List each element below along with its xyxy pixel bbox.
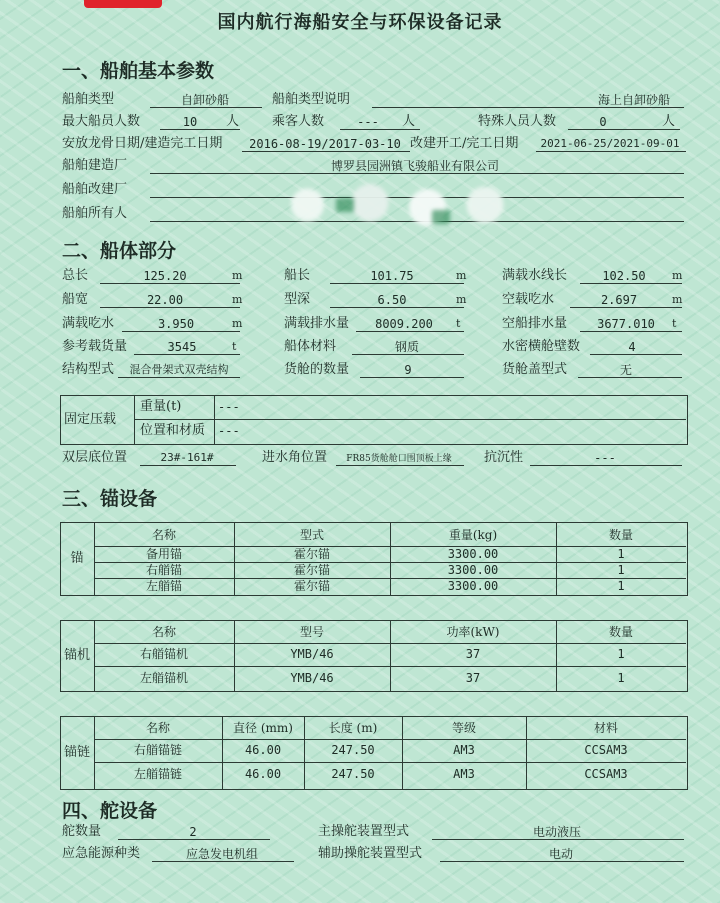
rebuilder-label: 船舶改建厂 [62,182,128,197]
beam-label: 船宽 [62,292,89,307]
full-disp-label: 满载排水量 [284,316,350,331]
empty-disp-unit: t [672,317,677,330]
type-desc-label: 船舶类型说明 [272,92,351,107]
anchor-row-2-weight: 3300.00 [447,563,499,577]
chain-row-2-grade: AM3 [453,767,475,781]
ship-type-label: 船舶类型 [62,92,115,107]
special-value: 0 [599,115,607,129]
main-steer-value: 电动液压 [532,825,581,839]
ballast-weight-value: --- [218,400,240,414]
holds-label: 货舱的数量 [284,362,350,377]
windlass-row-1-count: 1 [617,647,625,661]
lpp-value: 101.75 [370,269,414,283]
double-bottom-value: 23#-161# [160,451,214,464]
full-disp-value: 8009.200 [375,317,433,331]
windlass-group-label: 锚机 [63,648,90,663]
windlass-row-1-name: 右艏锚机 [139,647,188,661]
lpp-unit: m [456,269,467,282]
windlass-row-2-name: 左艏锚机 [139,671,188,685]
anchor-row-3-count: 1 [617,579,625,593]
anchor-row-3-type: 霍尔锚 [293,579,330,593]
builder-label: 船舶建造厂 [62,158,128,173]
bulkheads-value: 4 [628,340,636,354]
windlass-header-model: 型号 [299,625,324,639]
ballast-weight-label: 重量(t) [140,399,182,414]
depth-unit: m [456,293,467,306]
passengers-value: --- [357,115,379,129]
empty-disp-value: 3677.010 [597,317,655,331]
special-unit: 人 [662,114,676,129]
anchor-group-label: 锚 [70,551,84,566]
full-draft-unit: m [232,317,243,330]
beam-unit: m [232,293,243,306]
hatch-value: 无 [619,363,632,377]
bulkheads-label: 水密横舱壁数 [502,339,581,354]
lwl-unit: m [672,269,683,282]
hatch-label: 货舱盖型式 [502,362,568,377]
ballast-pos-value: --- [218,424,240,438]
max-crew-label: 最大船员人数 [62,114,141,129]
ref-load-unit: t [232,340,237,353]
aux-steer-value: 电动 [548,847,573,861]
lpp-label: 船长 [284,268,311,283]
chain-group-label: 锚链 [63,745,90,760]
anchor-header-count: 数量 [608,528,633,542]
anchor-row-2-count: 1 [617,563,625,577]
empty-draft-value: 2.697 [600,293,638,307]
keel-date-value: 2016-08-19/2017-03-10 [249,137,401,151]
empty-draft-label: 空载吃水 [502,292,555,307]
keel-date-label: 安放龙骨日期/建造完工日期 [62,136,223,151]
chain-row-2-name: 左艏锚链 [133,767,182,781]
structure-label: 结构型式 [62,362,115,377]
rudder-count-label: 舵数量 [62,824,102,839]
section4-heading: 四、舵设备 [62,800,158,822]
chain-row-1-length: 247.50 [331,743,375,757]
section3-heading: 三、锚设备 [62,488,158,510]
chain-row-1-material: CCSAM3 [584,743,628,757]
full-disp-unit: t [456,317,461,330]
double-bottom-label: 双层底位置 [62,450,128,465]
windlass-row-1-model: YMB/46 [290,647,334,661]
full-draft-value: 3.950 [157,317,195,331]
loa-label: 总长 [62,268,89,283]
ballast-label: 固定压载 [64,412,117,427]
lwl-value: 102.50 [602,269,646,283]
material-value: 钢质 [394,340,419,354]
windlass-row-2-count: 1 [617,671,625,685]
max-crew-value: 10 [182,115,198,129]
chain-row-2-length: 247.50 [331,767,375,781]
ballast-pos-label: 位置和材质 [140,423,206,438]
material-label: 船体材料 [284,339,337,354]
chain-header-material: 材料 [593,721,618,735]
ref-load-label: 参考载货量 [62,339,128,354]
chain-row-1-grade: AM3 [453,743,475,757]
lwl-label: 满载水线长 [502,268,568,283]
beam-value: 22.00 [146,293,184,307]
windlass-row-2-model: YMB/46 [290,671,334,685]
chain-header-diameter: 直径 (mm) [233,721,293,735]
anchor-row-1-count: 1 [617,547,625,561]
chain-header-name: 名称 [145,721,170,735]
anchor-row-1-type: 霍尔锚 [293,547,330,561]
anchor-header-type: 型式 [299,528,324,542]
chain-row-2-diameter: 46.00 [244,767,282,781]
windlass-header-count: 数量 [608,625,633,639]
type-desc-value: 海上自卸砂船 [597,93,670,107]
sink-label: 抗沉性 [484,450,524,465]
refit-date-value: 2021-06-25/2021-09-01 [540,137,680,150]
rudder-count-value: 2 [189,825,197,839]
depth-label: 型深 [284,292,311,307]
chain-header-length: 长度 (m) [328,721,378,735]
emergency-value: 应急发电机组 [185,847,258,861]
document-title: 国内航行海船安全与环保设备记录 [217,12,503,33]
depth-value: 6.50 [377,293,407,307]
anchor-row-1-weight: 3300.00 [447,547,499,561]
loa-value: 125.20 [143,269,187,283]
aux-steer-label: 辅助操舵装置型式 [318,846,423,861]
refit-date-label: 改建开工/完工日期 [410,136,519,151]
chain-row-1-diameter: 46.00 [244,743,282,757]
chain-row-1-name: 右艏锚链 [133,743,182,757]
anchor-header-name: 名称 [151,528,176,542]
anchor-row-1-name: 备用锚 [145,547,182,561]
section1-heading: 一、船舶基本参数 [62,60,215,82]
full-draft-label: 满载吃水 [62,316,115,331]
special-label: 特殊人员人数 [478,114,557,129]
flood-label: 进水角位置 [262,450,328,465]
section2-heading: 二、船体部分 [62,240,177,262]
chain-header-grade: 等级 [451,721,476,735]
ref-load-value: 3545 [167,340,197,354]
empty-draft-unit: m [672,293,683,306]
max-crew-unit: 人 [226,114,240,129]
anchor-row-2-type: 霍尔锚 [293,563,330,577]
passengers-label: 乘客人数 [272,114,325,129]
main-steer-label: 主操舵装置型式 [318,824,410,839]
ship-type-value: 自卸砂船 [180,93,229,107]
sink-value: --- [594,451,616,465]
anchor-row-3-name: 左艏锚 [145,579,182,593]
owner-label: 船舶所有人 [62,206,128,221]
anchor-row-3-weight: 3300.00 [447,579,499,593]
windlass-header-name: 名称 [151,625,176,639]
anchor-header-weight: 重量(kg) [448,528,498,542]
loa-unit: m [232,269,243,282]
windlass-row-1-power: 37 [465,647,481,661]
windlass-header-power: 功率(kW) [446,625,500,639]
passengers-unit: 人 [402,114,416,129]
empty-disp-label: 空船排水量 [502,316,568,331]
chain-row-2-material: CCSAM3 [584,767,628,781]
holds-value: 9 [404,363,412,377]
red-edge-mark [84,0,162,8]
anchor-row-2-name: 右艏锚 [145,563,182,577]
flood-value: FR85货舱舱口围顶板上缘 [346,454,452,464]
builder-value: 博罗县园洲镇飞骏船业有限公司 [330,159,499,173]
emergency-label: 应急能源种类 [62,846,141,861]
redacted-area [270,180,520,230]
windlass-row-2-power: 37 [465,671,481,685]
structure-value: 混合骨架式双壳结构 [129,363,229,376]
